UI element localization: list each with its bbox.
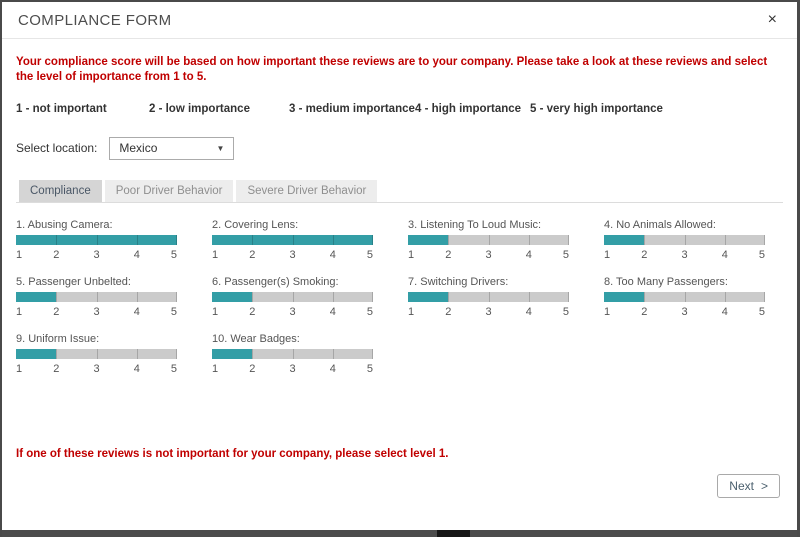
scale-label: 2 [445, 248, 452, 261]
legend-item: 5 - very high importance [530, 102, 663, 115]
scale-label: 2 [53, 248, 60, 261]
slider-label: 5. Passenger Unbelted: [16, 275, 131, 288]
slider-tick [252, 292, 253, 302]
slider-tick [56, 292, 57, 302]
slider-tick [137, 235, 138, 245]
slider-tick [293, 292, 294, 302]
slider-tick [137, 292, 138, 302]
slider-tick [489, 292, 490, 302]
slider-fill [16, 349, 56, 359]
tab-bar [16, 180, 783, 203]
slider-track[interactable] [16, 292, 177, 302]
scale-label: 1 [16, 362, 23, 375]
slider-track[interactable] [212, 349, 373, 359]
slider-fill [408, 292, 448, 302]
slider-tick [333, 235, 334, 245]
scale-label: 2 [53, 305, 60, 318]
scale-label: 3 [681, 248, 688, 261]
scale-label: 4 [329, 305, 336, 318]
slider-tick [448, 235, 449, 245]
legend-item: 3 - medium importance [289, 102, 415, 115]
legend-item: 4 - high importance [415, 102, 522, 115]
slider-tick [252, 235, 253, 245]
slider-item [212, 276, 373, 319]
slider-label: 6. Passenger(s) Smoking: [212, 275, 339, 288]
tab-poor-driver-behavior[interactable]: Poor Driver Behavior [105, 180, 234, 202]
scale-label: 2 [249, 305, 256, 318]
scale-label: 1 [16, 248, 23, 261]
next-button-row [16, 474, 783, 498]
slider-scale [408, 249, 569, 262]
scale-label: 3 [485, 305, 492, 318]
scale-label: 1 [16, 305, 23, 318]
slider-tick [97, 292, 98, 302]
slider-tick [252, 349, 253, 359]
scale-label: 4 [525, 305, 532, 318]
slider-label: 3. Listening To Loud Music: [408, 218, 542, 231]
slider-fill [16, 292, 56, 302]
scale-label: 4 [133, 362, 140, 375]
slider-scale [212, 306, 373, 319]
legend-item: 1 - not important [16, 102, 107, 115]
scale-label: 4 [721, 248, 728, 261]
slider-item [16, 219, 177, 262]
scale-label: 4 [721, 305, 728, 318]
dialog-body [2, 55, 797, 498]
tab-compliance[interactable]: Compliance [19, 180, 102, 202]
scale-label: 3 [681, 305, 688, 318]
slider-track[interactable] [408, 292, 569, 302]
scale-label: 5 [366, 305, 373, 318]
window-bottom-edge [2, 530, 797, 537]
tab-severe-driver-behavior[interactable]: Severe Driver Behavior [236, 180, 377, 202]
slider-tick [685, 235, 686, 245]
slider-tick [725, 292, 726, 302]
slider-fill [212, 349, 252, 359]
slider-fill [408, 235, 448, 245]
slider-label: 7. Switching Drivers: [408, 275, 509, 288]
slider-tick [644, 235, 645, 245]
slider-tick [97, 235, 98, 245]
slider-label: 9. Uniform Issue: [16, 332, 100, 345]
slider-fill [212, 292, 252, 302]
scale-label: 2 [249, 248, 256, 261]
slider-tick [176, 292, 177, 302]
scale-label: 1 [212, 362, 219, 375]
scale-label: 2 [641, 248, 648, 261]
scale-label: 3 [485, 248, 492, 261]
scale-label: 4 [133, 248, 140, 261]
scale-label: 5 [366, 362, 373, 375]
slider-track[interactable] [604, 235, 765, 245]
slider-tick [489, 235, 490, 245]
scale-label: 5 [170, 248, 177, 261]
scale-label: 5 [758, 248, 765, 261]
scale-label: 5 [562, 248, 569, 261]
slider-tick [685, 292, 686, 302]
slider-track[interactable] [16, 235, 177, 245]
slider-tick [333, 349, 334, 359]
slider-item [604, 219, 765, 262]
scale-label: 2 [641, 305, 648, 318]
location-selected-value: Mexico [119, 141, 158, 156]
slider-tick [137, 349, 138, 359]
scale-label: 2 [249, 362, 256, 375]
close-icon[interactable]: × [767, 11, 777, 28]
scale-label: 3 [289, 362, 296, 375]
next-button-label: Next [729, 478, 754, 493]
scale-label: 5 [758, 305, 765, 318]
slider-track[interactable] [604, 292, 765, 302]
slider-track[interactable] [16, 349, 177, 359]
footer-note: If one of these reviews is not important for your company, please select level 1. [16, 447, 449, 460]
slider-label: 2. Covering Lens: [212, 218, 299, 231]
slider-scale [212, 363, 373, 376]
slider-tick [568, 235, 569, 245]
scale-label: 1 [604, 248, 611, 261]
legend-item: 2 - low importance [149, 102, 250, 115]
scale-label: 1 [212, 305, 219, 318]
slider-label: 1. Abusing Camera: [16, 218, 113, 231]
slider-item [408, 219, 569, 262]
slider-tick [56, 349, 57, 359]
location-label: Select location: [16, 141, 98, 156]
slider-tick [293, 349, 294, 359]
slider-tick [176, 349, 177, 359]
slider-track[interactable] [408, 235, 569, 245]
slider-item [16, 333, 177, 376]
scale-label: 1 [408, 305, 415, 318]
slider-scale [16, 306, 177, 319]
slider-tick [372, 235, 373, 245]
slider-fill [604, 235, 644, 245]
slider-item [408, 276, 569, 319]
scale-label: 4 [133, 305, 140, 318]
slider-tick [764, 292, 765, 302]
scale-label: 3 [93, 305, 100, 318]
slider-scale [16, 363, 177, 376]
slider-tick [448, 292, 449, 302]
scale-label: 3 [93, 248, 100, 261]
scale-label: 3 [289, 305, 296, 318]
next-button[interactable] [717, 474, 780, 498]
slider-scale [212, 249, 373, 262]
legend [16, 103, 783, 115]
intro-text: Your compliance score will be based on how important these reviews are to your company. Please take a look at these reviews and select the level of importance from 1 to 5. [16, 56, 768, 83]
slider-item [212, 333, 373, 376]
window-bottom-notch [437, 530, 470, 537]
slider-scale [408, 306, 569, 319]
slider-tick [529, 292, 530, 302]
slider-tick [372, 349, 373, 359]
location-dropdown[interactable] [109, 137, 234, 160]
slider-track[interactable] [212, 235, 373, 245]
slider-scale [604, 249, 765, 262]
slider-item [604, 276, 765, 319]
scale-label: 4 [329, 248, 336, 261]
slider-tick [529, 235, 530, 245]
scale-label: 4 [525, 248, 532, 261]
slider-tick [97, 349, 98, 359]
chevron-right-icon: > [760, 478, 768, 493]
slider-tick [725, 235, 726, 245]
scale-label: 5 [170, 305, 177, 318]
slider-tick [644, 292, 645, 302]
slider-tick [333, 292, 334, 302]
dialog-title: COMPLIANCE FORM [18, 11, 172, 29]
slider-scale [16, 249, 177, 262]
scale-label: 5 [170, 362, 177, 375]
slider-tick [56, 235, 57, 245]
scale-label: 3 [289, 248, 296, 261]
dialog-header [2, 2, 797, 39]
scale-label: 1 [408, 248, 415, 261]
slider-tick [293, 235, 294, 245]
scale-label: 5 [366, 248, 373, 261]
scale-label: 2 [445, 305, 452, 318]
slider-label: 4. No Animals Allowed: [604, 218, 716, 231]
chevron-down-icon: ▼ [216, 143, 225, 153]
scale-label: 4 [329, 362, 336, 375]
slider-tick [568, 292, 569, 302]
slider-track[interactable] [212, 292, 373, 302]
scale-label: 5 [562, 305, 569, 318]
scale-label: 3 [93, 362, 100, 375]
slider-tick [764, 235, 765, 245]
slider-label: 8. Too Many Passengers: [604, 275, 728, 288]
slider-item [16, 276, 177, 319]
slider-item [212, 219, 373, 262]
scale-label: 1 [212, 248, 219, 261]
scale-label: 1 [604, 305, 611, 318]
location-row [16, 137, 783, 160]
slider-grid [16, 219, 783, 376]
scale-label: 2 [53, 362, 60, 375]
slider-tick [176, 235, 177, 245]
slider-scale [604, 306, 765, 319]
slider-tick [372, 292, 373, 302]
slider-label: 10. Wear Badges: [212, 332, 300, 345]
slider-fill [604, 292, 644, 302]
